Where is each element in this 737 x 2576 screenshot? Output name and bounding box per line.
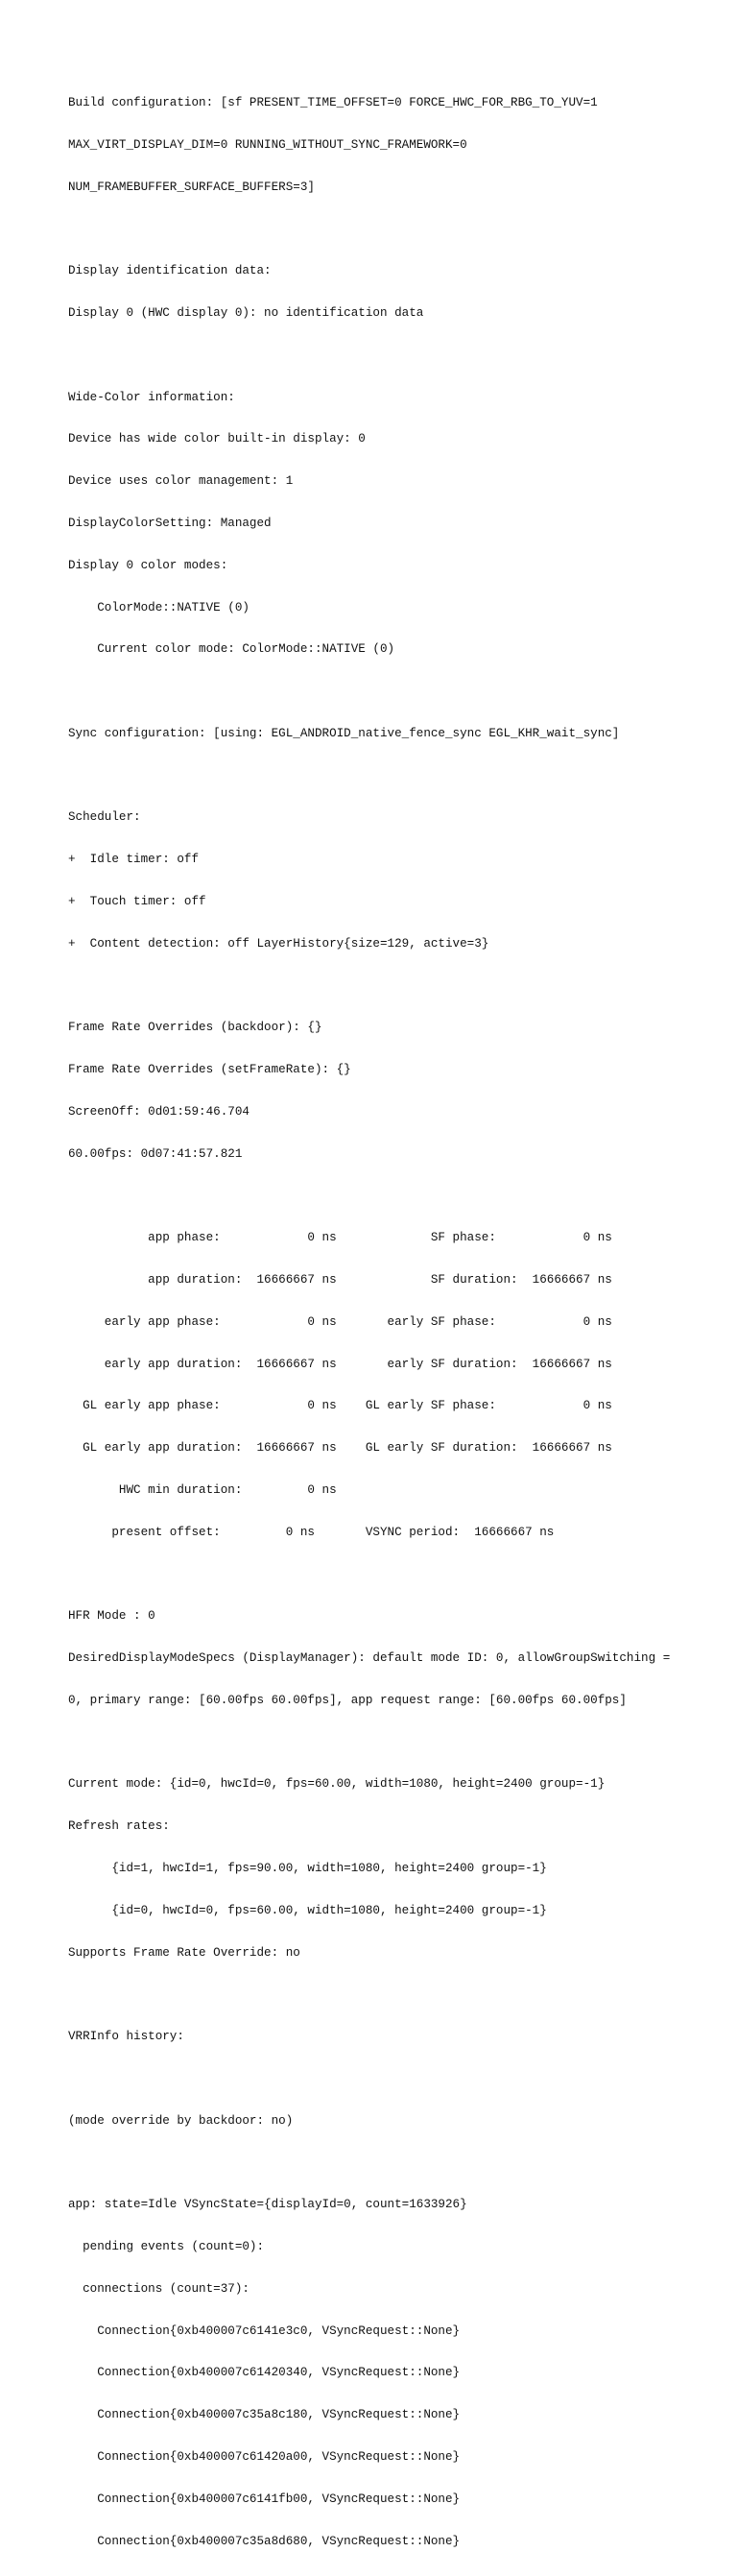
idle-timer-line: + Idle timer: off [68,853,200,867]
frame-rate-overrides-backdoor-line: Frame Rate Overrides (backdoor): {} [68,1021,322,1035]
scheduler-heading: Scheduler: [68,810,141,825]
touch-timer-line: + Touch timer: off [68,895,206,909]
phase-row-early: early app phase: 0 ns early SF phase: 0 ns [68,1314,612,1329]
phase-row-gl-early: GL early app phase: 0 ns GL early SF phase: 0 ns [68,1399,612,1413]
current-color-mode-line: Current color mode: ColorMode::NATIVE (0) [68,642,395,657]
connection-entry: Connection{0xb400007c6141e3c0, VSyncRequest::None} [68,2323,461,2338]
blank-line [68,979,670,994]
surfaceflinger-dump-text [68,68,670,2576]
color-management-line: Device uses color management: 1 [68,474,294,489]
desired-display-mode-specs-line-2: 0, primary range: [60.00fps 60.00fps], app request range: [60.00fps 60.00fps] [68,1693,627,1707]
refresh-rates-heading: Refresh rates: [68,1819,170,1834]
hfr-mode-line: HFR Mode : 0 [68,1609,155,1624]
duration-row-gl-early: GL early app duration: 16666667 ns GL early SF duration: 16666667 ns [68,1441,612,1456]
build-config-line-1: Build configuration: [sf PRESENT_TIME_OFFSET=0 FORCE_HWC_FOR_RBG_TO_YUV=1 [68,96,598,110]
build-config-line-3: NUM_FRAMEBUFFER_SURFACE_BUFFERS=3] [68,180,315,194]
phase-row-app: app phase: 0 ns SF phase: 0 ns [68,1231,612,1245]
blank-line [68,1190,670,1204]
blank-line [68,1736,670,1750]
connection-entry: Connection{0xb400007c61420a00, VSyncRequest::None} [68,2449,461,2464]
connection-entry: Connection{0xb400007c35a8d680, VSyncRequest::None} [68,2534,461,2548]
connection-entry: Connection{0xb400007c61420340, VSyncRequest::None} [68,2366,461,2380]
display-identification-value: Display 0 (HWC display 0): no identification data [68,306,424,321]
blank-line [68,1568,670,1582]
app-state-line: app: state=Idle VSyncState={displayId=0, count=1633926} [68,2198,467,2212]
current-mode-line: Current mode: {id=0, hwcId=0, fps=60.00, width=1080, height=2400 group=-1} [68,1777,606,1792]
duration-row-app: app duration: 16666667 ns SF duration: 16666667 ns [68,1273,612,1288]
frame-rate-overrides-setframerate-line: Frame Rate Overrides (setFrameRate): {} [68,1063,351,1077]
blank-line [68,2155,670,2170]
blank-line [68,685,670,699]
refresh-rate-entry: {id=1, hwcId=1, fps=90.00, width=1080, height=2400 group=-1} [68,1862,547,1875]
connections-heading: connections (count=37): [68,2281,250,2296]
build-config-line-2: MAX_VIRT_DISPLAY_DIM=0 RUNNING_WITHOUT_SYNC_FRAMEWORK=0 [68,137,467,152]
display-color-setting-line: DisplayColorSetting: Managed [68,517,272,530]
blank-line [68,349,670,363]
wide-color-builtin-line: Device has wide color built-in display: 0 [68,432,366,446]
desired-display-mode-specs-line-1: DesiredDisplayModeSpecs (DisplayManager): default mode ID: 0, allowGroupSwitching = [68,1651,671,1666]
color-mode-native-line: ColorMode::NATIVE (0) [68,600,250,614]
connection-entry: Connection{0xb400007c6141fb00, VSyncRequest::None} [68,2492,461,2506]
blank-line [68,769,670,783]
duration-row-early: early app duration: 16666667 ns early SF duration: 16666667 ns [68,1357,612,1371]
connection-entry: Connection{0xb400007c35a8c180, VSyncRequest::None} [68,2408,461,2422]
blank-line [68,223,670,237]
screen-off-line: ScreenOff: 0d01:59:46.704 [68,1104,250,1119]
supports-frame-rate-override-line: Supports Frame Rate Override: no [68,1945,300,1960]
pending-events-line: pending events (count=0): [68,2240,265,2254]
wide-color-heading: Wide-Color information: [68,390,235,404]
color-modes-heading: Display 0 color modes: [68,558,228,572]
hwc-min-duration-row: HWC min duration: 0 ns [68,1482,337,1497]
display-identification-heading: Display identification data: [68,264,272,278]
sync-configuration-line: Sync configuration: [using: EGL_ANDROID_native_fence_sync EGL_KHR_wait_sync] [68,726,620,740]
content-detection-line: + Content detection: off LayerHistory{size=129, active=3} [68,936,489,951]
blank-line [68,1987,670,2002]
vrrinfo-history-heading: VRRInfo history: [68,2030,184,2044]
fps-time-line: 60.00fps: 0d07:41:57.821 [68,1146,243,1161]
blank-line [68,2072,670,2086]
mode-override-line: (mode override by backdoor: no) [68,2113,294,2128]
refresh-rate-entry: {id=0, hwcId=0, fps=60.00, width=1080, height=2400 group=-1} [68,1903,547,1917]
present-offset-row: present offset: 0 ns VSYNC period: 16666667 ns [68,1525,555,1539]
